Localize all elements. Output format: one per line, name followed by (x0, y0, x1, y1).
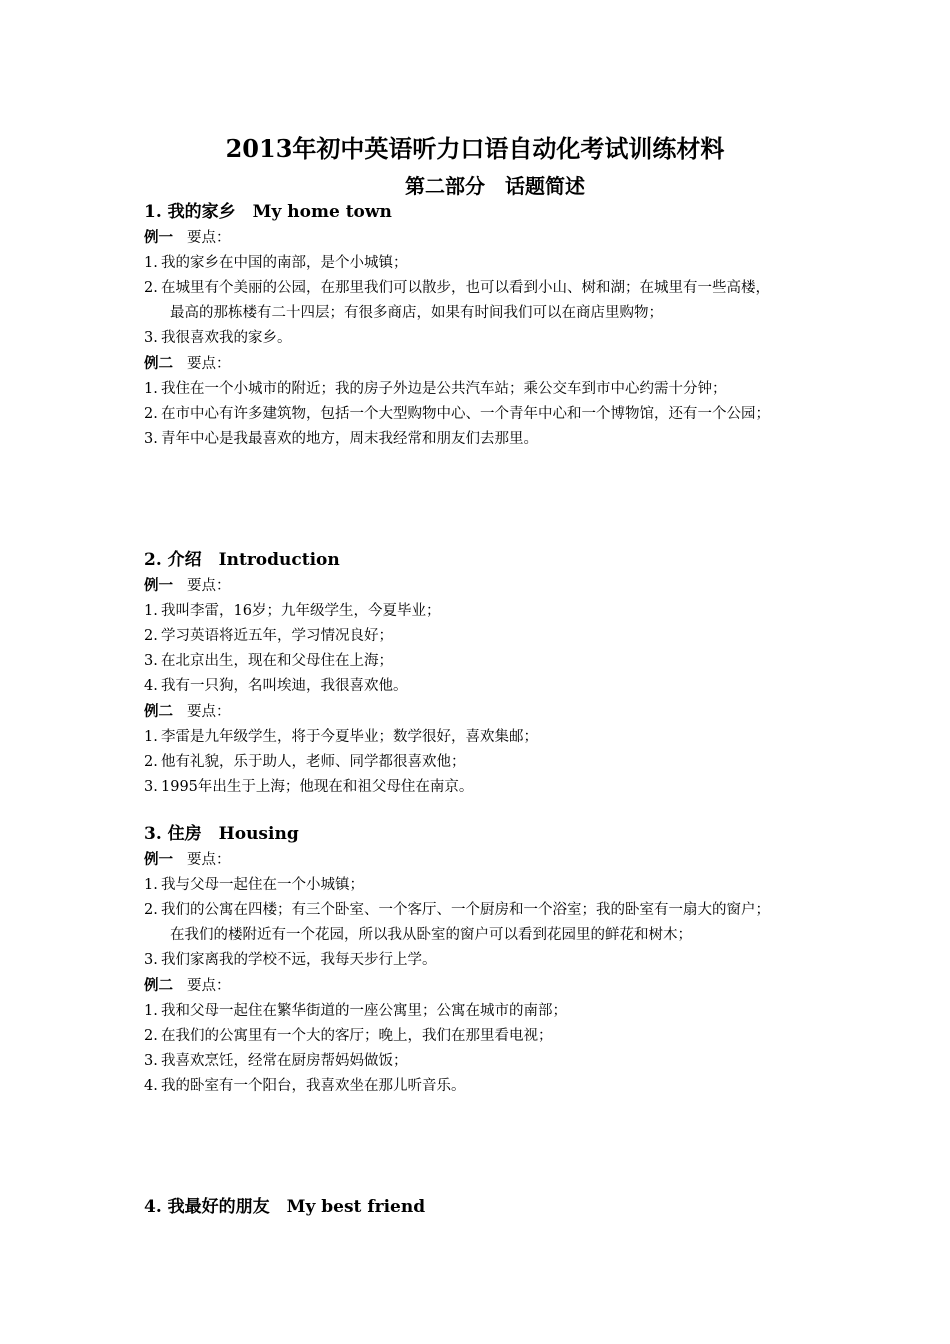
example-tag: 要点： (187, 230, 231, 246)
document-title: 2013年初中英语听力口语自动化考试训练材料 (225, 134, 725, 163)
item-number: 2. (144, 902, 158, 918)
list-item (144, 326, 784, 351)
example-label (144, 225, 784, 251)
list-item (144, 725, 784, 750)
example-label (144, 847, 784, 873)
list-item (144, 276, 784, 326)
example-tag: 要点： (187, 356, 231, 372)
item-number: 3. (144, 653, 158, 669)
list-item (144, 1074, 784, 1099)
item-text: 学习英语将近五年，学习情况良好； (161, 628, 393, 644)
item-number: 1. (144, 255, 158, 271)
item-text: 我喜欢烹饪，经常在厨房帮妈妈做饭； (161, 1053, 408, 1069)
section-heading: 3. 住房 Housing (144, 824, 299, 844)
item-text: 在我们的公寓里有一个大的客厅；晚上，我们在那里看电视； (161, 1028, 553, 1044)
item-number: 1. (144, 1003, 158, 1019)
point-list (144, 599, 784, 699)
list-item (144, 624, 784, 649)
item-text: 李雷是九年级学生，将于今夏毕业；数学很好，喜欢集邮； (161, 729, 538, 745)
example-number: 例二 (144, 977, 173, 994)
list-item (144, 999, 784, 1024)
section-best-friend (144, 1194, 784, 1220)
item-number: 2. (144, 280, 158, 296)
example-tag: 要点： (187, 978, 231, 994)
item-text: 青年中心是我最喜欢的地方，周末我经常和朋友们去那里。 (161, 431, 538, 447)
item-number: 2. (144, 1028, 158, 1044)
example-tag: 要点： (187, 704, 231, 720)
point-list (144, 999, 784, 1099)
list-item (144, 377, 784, 402)
list-item (144, 649, 784, 674)
item-number: 2. (144, 406, 158, 422)
item-text: 我叫李雷，16岁；九年级学生，今夏毕业； (161, 603, 441, 619)
point-list (144, 725, 784, 800)
point-list (144, 251, 784, 351)
item-text: 我有一只狗，名叫埃迪，我很喜欢他。 (161, 678, 408, 694)
example-tag: 要点： (187, 578, 231, 594)
item-text: 我们家离我的学校不远，我每天步行上学。 (161, 952, 437, 968)
list-item (144, 1049, 784, 1074)
item-number: 3. (144, 952, 158, 968)
example-label (144, 699, 784, 725)
point-list (144, 377, 784, 452)
item-text: 我的卧室有一个阳台，我喜欢坐在那儿听音乐。 (161, 1078, 466, 1094)
list-item (144, 402, 784, 427)
point-list (144, 873, 784, 973)
section-housing (144, 821, 784, 1099)
list-item (144, 1024, 784, 1049)
item-number: 1. (144, 381, 158, 397)
section-heading: 2. 介绍 Introduction (144, 550, 340, 570)
list-item (144, 775, 784, 800)
item-number: 3. (144, 1053, 158, 1069)
example-number: 例一 (144, 229, 173, 246)
section-introduction (144, 547, 784, 800)
example-tag: 要点： (187, 852, 231, 868)
item-number: 1. (144, 877, 158, 893)
item-number: 1. (144, 729, 158, 745)
item-text: 他有礼貌，乐于助人，老师、同学都很喜欢他； (161, 754, 466, 770)
item-number: 2. (144, 754, 158, 770)
document-subtitle: 第二部分 话题简述 (405, 174, 585, 198)
list-item (144, 873, 784, 898)
list-item (144, 599, 784, 624)
list-item (144, 427, 784, 452)
item-text: 在城里有个美丽的公园，在那里我们可以散步，也可以看到小山、树和湖；在城里有一些高楼，最高的那栋楼有二十四层；有很多商店，如果有时间我们可以在商店里购物； (161, 280, 770, 321)
item-text: 在北京出生，现在和父母住在上海； (161, 653, 393, 669)
section-heading: 4. 我最好的朋友 My best friend (144, 1197, 426, 1217)
list-item (144, 750, 784, 775)
list-item (144, 898, 784, 948)
example-label (144, 573, 784, 599)
item-number: 4. (144, 1078, 158, 1094)
list-item (144, 948, 784, 973)
item-text: 我与父母一起住在一个小城镇； (161, 877, 364, 893)
example-number: 例二 (144, 355, 173, 372)
list-item (144, 251, 784, 276)
list-item (144, 674, 784, 699)
item-number: 3. (144, 330, 158, 346)
item-number: 3. (144, 431, 158, 447)
example-number: 例二 (144, 703, 173, 720)
item-number: 2. (144, 628, 158, 644)
item-text: 我的家乡在中国的南部，是个小城镇； (161, 255, 408, 271)
item-text: 我很喜欢我的家乡。 (161, 330, 292, 346)
example-label (144, 351, 784, 377)
item-text: 1995年出生于上海；他现在和祖父母住在南京。 (161, 779, 474, 795)
section-home-town (144, 199, 784, 452)
item-text: 我们的公寓在四楼；有三个卧室、一个客厅、一个厨房和一个浴室；我的卧室有一扇大的窗户；在我们的楼附近有一个花园，所以我从卧室的窗户可以看到花园里的鲜花和树木； (161, 902, 770, 943)
item-number: 4. (144, 678, 158, 694)
item-number: 1. (144, 603, 158, 619)
example-number: 例一 (144, 577, 173, 594)
example-label (144, 973, 784, 999)
item-text: 在市中心有许多建筑物，包括一个大型购物中心、一个青年中心和一个博物馆，还有一个公园； (161, 406, 770, 422)
item-text: 我和父母一起住在繁华街道的一座公寓里；公寓在城市的南部； (161, 1003, 567, 1019)
example-number: 例一 (144, 851, 173, 868)
item-number: 3. (144, 779, 158, 795)
item-text: 我住在一个小城市的附近；我的房子外边是公共汽车站；乘公交车到市中心约需十分钟； (161, 381, 727, 397)
section-heading: 1. 我的家乡 My home town (144, 202, 392, 222)
